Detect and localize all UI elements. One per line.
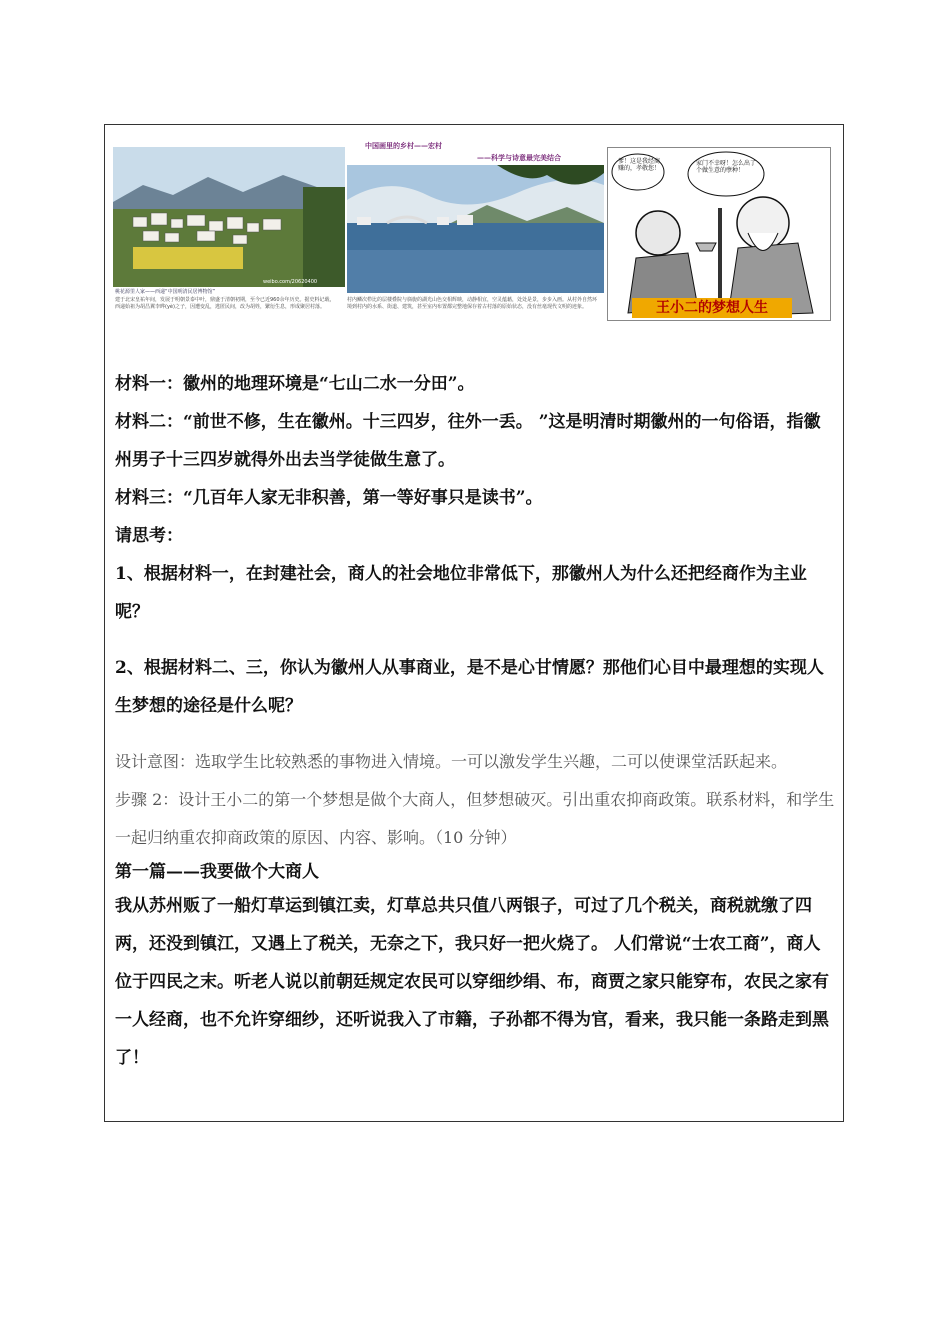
question-one: 1、根据材料一，在封建社会，商人的社会地位非常低下，那徽州人为什么还把经商作为主业呢？ — [115, 564, 807, 622]
spacer — [115, 725, 837, 743]
content-frame — [104, 124, 844, 1122]
xidi-village-photo — [113, 147, 345, 319]
xidi-watermark: weibo.com/20620400 — [263, 279, 318, 285]
story-text: 我从苏州贩了一船灯草运到镇江卖，灯草总共只值八两银子，可过了几个税关，商税就缴了四两，还没到镇江，又遇上了税关，无奈之下，我只好一把火烧了。 人们常说“士农工商”，商人位于四民之末。听老人说以前朝廷规定农民可以穿细纱绢、布，商贾之家只能穿布，农民之家有一人经商，也不允许穿细纱，还听说我入了市籍，子孙都不得为官，看来，我只能一条路走到黑了！ — [115, 896, 829, 1068]
hongcun-subtitle: ——科学与诗意最完美结合 — [477, 154, 561, 162]
chapter-title: 第一篇——我要做个大商人 — [115, 862, 319, 882]
hongcun-caption-body: 村内鳞次栉比的层楼叠院与旖旎的湖光山色交相辉映，动静相宜，空灵蕴藉，处处是景，步步入画。从村外自然环境到村内的水系、街道、建筑，甚至室内布置都完整地保存着古村落的原始状态，没有丝毫现代文明的迹象。 — [347, 297, 598, 310]
xidi-caption-title: 桃花源里人家——西递“中国明清民居博物馆” — [115, 289, 216, 295]
hongcun-village-photo — [347, 139, 604, 319]
material-one: 材料一：徽州的地理环境是“七山二水一分田”。 — [115, 374, 475, 394]
lake-village-image — [347, 165, 604, 293]
cartoon-title-banner: 王小二的梦想人生 — [632, 298, 792, 318]
question-two: 2、根据材料二、三，你认为徽州人从事商业，是不是心甘情愿？那他们心目中最理想的实现人生梦想的途径是什么呢？ — [115, 658, 824, 716]
think-heading: 请思考： — [115, 526, 183, 546]
cartoon-bubble-left: 爹！这是我经商赚的，孝敬您！ — [618, 158, 661, 172]
hongcun-title: 中国画里的乡村——宏村 — [365, 142, 442, 150]
spacer — [115, 631, 837, 649]
wang-xiaoer-cartoon — [607, 147, 831, 321]
lesson-text — [115, 365, 837, 1077]
xidi-caption-body: 建于北宋皇祐年间，发展于明朝景泰中叶，鼎盛于清朝初期，至今已近960余年历史。据史料记载，西递始祖为胡昌翼李晔(yè)之子，因遭变乱，逃匿民间，改为胡姓，繁衍生息，形成聚居村落。 — [115, 297, 335, 310]
material-three: 材料三：“几百年人家无非积善，第一等好事只是读书”。 — [115, 488, 543, 508]
material-two: 材料二：“前世不修，生在徽州。十三四岁，往外一丢。 ”这是明清时期徽州的一句俗语，指徽州男子十三四岁就得外出去当学徒做生意了。 — [115, 412, 821, 470]
design-intent: 设计意图：选取学生比较熟悉的事物进入情境。一可以激发学生兴趣，二可以使课堂活跃起来。 — [115, 752, 788, 771]
village-landscape-image — [113, 147, 345, 287]
step-two: 步骤 2：设计王小二的第一个梦想是做个大商人，但梦想破灭。引出重农抑商政策。联系材料，和学生一起归纳重农抑商政策的原因、内容、影响。（10 分钟） — [115, 790, 835, 847]
cartoon-bubble-right: 家门不幸呀！怎么出了个做生意的孽种！ — [696, 160, 757, 174]
